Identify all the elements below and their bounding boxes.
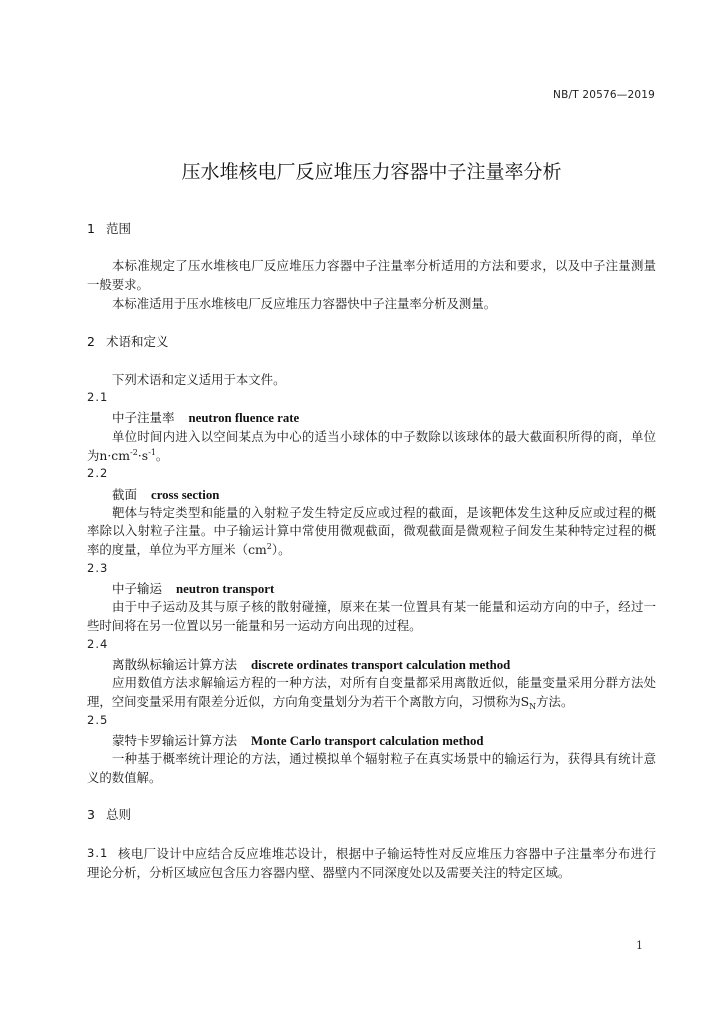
definition-text: 方法。: [536, 694, 574, 709]
definition-line: 由于中子运动及其与原子核的散射碰撞，原来在某一位置具有某一能量和运动方向的中子，经过一: [112, 599, 656, 614]
term-english: Monte Carlo transport calculation method: [251, 734, 484, 748]
clause-number: 3.1: [87, 846, 109, 860]
term-english: cross section: [151, 488, 220, 502]
section-intro: 下列术语和定义适用于本文件。: [112, 372, 286, 387]
definition-text: ）。: [271, 542, 291, 557]
term-chinese: 截面: [112, 487, 138, 502]
section-2-heading: [87, 332, 169, 351]
term-chinese: 蒙特卡罗输运计算方法: [112, 733, 238, 748]
definition-line: 率除以入射粒子注量。中子输运计算中常使用微观截面，微观截面是微观粒子间发生某种特定过程的概: [87, 523, 656, 538]
unit-text: ·s: [137, 448, 149, 463]
paragraph-line: 本标准适用于压水堆核电厂反应堆压力容器快中子注量率分析及测量。: [112, 296, 497, 311]
clause-text-line: 理论分析，分析区域应包含压力容器内壁、器壁内不同深度处以及需要关注的特定区域。: [87, 865, 571, 880]
unit-exponent: -1: [148, 448, 156, 457]
definition-line: 些时间将在另一位置以另一能量和另一运动方向出现的过程。: [87, 618, 422, 633]
page-number: 1: [636, 939, 643, 952]
term-number: 2.1: [87, 390, 109, 404]
term-entry: [112, 578, 274, 597]
section-title: 总则: [106, 807, 132, 822]
term-chinese: 离散纵标输运计算方法: [112, 657, 238, 672]
unit-text: 为n·cm: [87, 448, 130, 463]
section-number: 2: [87, 334, 95, 349]
term-chinese: 中子输运: [112, 581, 163, 596]
definition-line: 应用数值方法求解输运方程的一种方法，对所有自变量都采用离散近似，能量变量采用分群方法处: [112, 675, 656, 690]
clause-text-line: 核电厂设计中应结合反应堆堆芯设计，根据中子输运特性对反应堆压力容器中子注量率分布进行: [118, 846, 656, 861]
paragraph-line: 一般要求。: [87, 277, 149, 292]
term-number: 2.3: [87, 561, 109, 575]
section-number: 1: [87, 221, 95, 236]
term-entry: [112, 484, 219, 503]
section-3-heading: [87, 805, 131, 824]
term-english: neutron fluence rate: [188, 411, 300, 425]
section-number: 3: [87, 807, 95, 822]
term-english: discrete ordinates transport calculation method: [251, 658, 511, 672]
definition-line: 义的数值解。: [87, 770, 162, 785]
section-1-heading: [87, 219, 131, 238]
definition-line: 单位时间内进入以空间某点为中心的适当小球体的中子数除以该球体的最大截面积所得的商，单位: [112, 429, 656, 444]
unit-exponent: -2: [130, 448, 138, 457]
term-entry: [112, 730, 483, 749]
section-title: 范围: [106, 221, 132, 236]
term-chinese: 中子注量率: [112, 410, 175, 425]
definition-line: 靶体与特定类型和能量的入射粒子发生特定反应或过程的截面，是该靶体发生这种反应或过程的概: [112, 505, 656, 520]
definition-line: [87, 692, 656, 711]
term-english: neutron transport: [176, 582, 275, 596]
term-entry: [112, 407, 299, 426]
document-code: NB/T 20576—2019: [553, 89, 655, 101]
term-number: 2.2: [87, 466, 109, 480]
section-title: 术语和定义: [106, 334, 169, 349]
document-title: 压水堆核电厂反应堆压力容器中子注量率分析: [181, 161, 562, 183]
definition-unit-line: [87, 446, 656, 465]
clause-3-1: [87, 844, 656, 863]
unit-text: 。: [155, 448, 169, 463]
term-entry: [112, 654, 510, 673]
definition-text: 率的度量，单位为平方厘米（cm: [87, 542, 267, 557]
definition-text: 理，空间变量采用有限差分近似，方向角变量划分为若干个离散方向，习惯称为S: [87, 694, 530, 709]
definition-line: 一种基于概率统计理论的方法，通过模拟单个辐射粒子在真实场景中的输运行为，获得具有统计意: [112, 751, 656, 766]
term-number: 2.5: [87, 713, 109, 727]
term-number: 2.4: [87, 637, 109, 651]
paragraph-line: 本标准规定了压水堆核电厂反应堆压力容器中子注量率分析适用的方法和要求，以及中子注量测量: [112, 258, 656, 273]
unit-exponent: 2: [266, 542, 272, 551]
subscript: N: [529, 702, 537, 711]
definition-line: [87, 540, 656, 559]
